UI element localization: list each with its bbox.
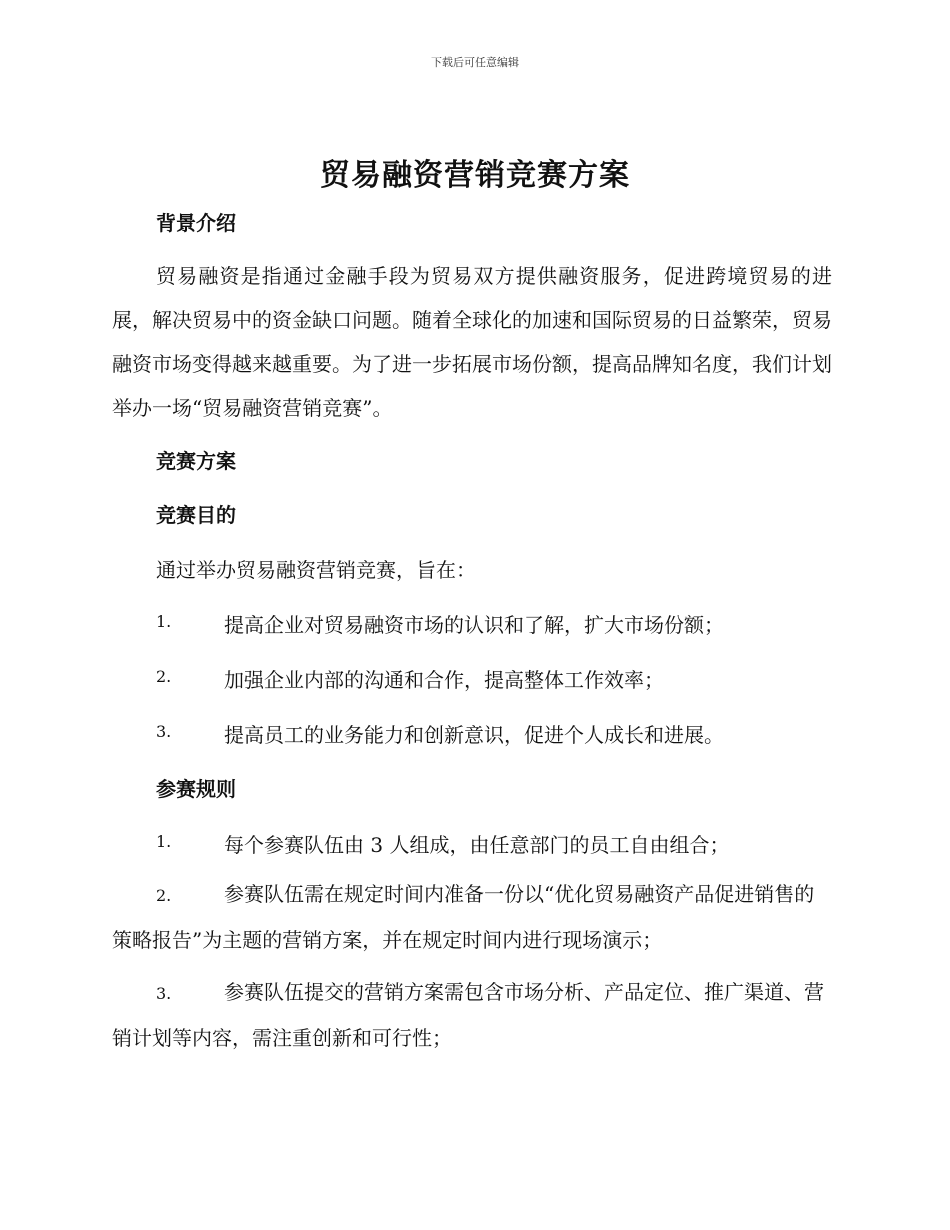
list-item-number: 1. — [156, 832, 172, 851]
document-title: 贸易融资营销竞赛方案 — [320, 158, 630, 193]
list-item — [112, 872, 832, 962]
plan-heading: 竞赛方案 — [156, 449, 236, 473]
list-item: 提高员工的业务能力和创新意识，促进个人成长和进展。 — [224, 723, 724, 747]
list-item-number: 2. — [156, 667, 172, 686]
list-item-number: 2. — [156, 886, 172, 905]
list-item-text: 参赛队伍提交的营销方案需包含市场分析、产品定位、推广渠道、营销计划等内容，需注重创新和可行性； — [112, 980, 824, 1050]
goal-heading: 竞赛目的 — [156, 503, 236, 527]
list-item — [112, 970, 832, 1060]
page-header: 下载后可任意编辑 — [431, 56, 519, 69]
background-paragraph: 贸易融资是指通过金融手段为贸易双方提供融资服务，促进跨境贸易的进展，解决贸易中的资金缺口问题。随着全球化的加速和国际贸易的日益繁荣，贸易融资市场变得越来越重要。为了进一步拓展市场份额，提高品牌知名度，我们计划举办一场“贸易融资营销竞赛”。 — [112, 264, 832, 420]
background-heading: 背景介绍 — [156, 211, 236, 235]
list-item-number: 3. — [156, 984, 172, 1003]
list-item-number: 1. — [156, 612, 172, 631]
rules-heading: 参赛规则 — [156, 777, 236, 801]
list-item: 每个参赛队伍由 3 人组成，由任意部门的员工自由组合； — [224, 833, 730, 857]
list-item: 提高企业对贸易融资市场的认识和了解，扩大市场份额； — [224, 613, 724, 637]
list-item-text: 参赛队伍需在规定时间内准备一份以“优化贸易融资产品促进销售的策略报告”为主题的营销方案，并在规定时间内进行现场演示； — [112, 882, 815, 952]
list-item-number: 3. — [156, 722, 172, 741]
goal-intro: 通过举办贸易融资营销竞赛，旨在： — [156, 558, 476, 582]
list-item: 加强企业内部的沟通和合作，提高整体工作效率； — [224, 668, 664, 692]
